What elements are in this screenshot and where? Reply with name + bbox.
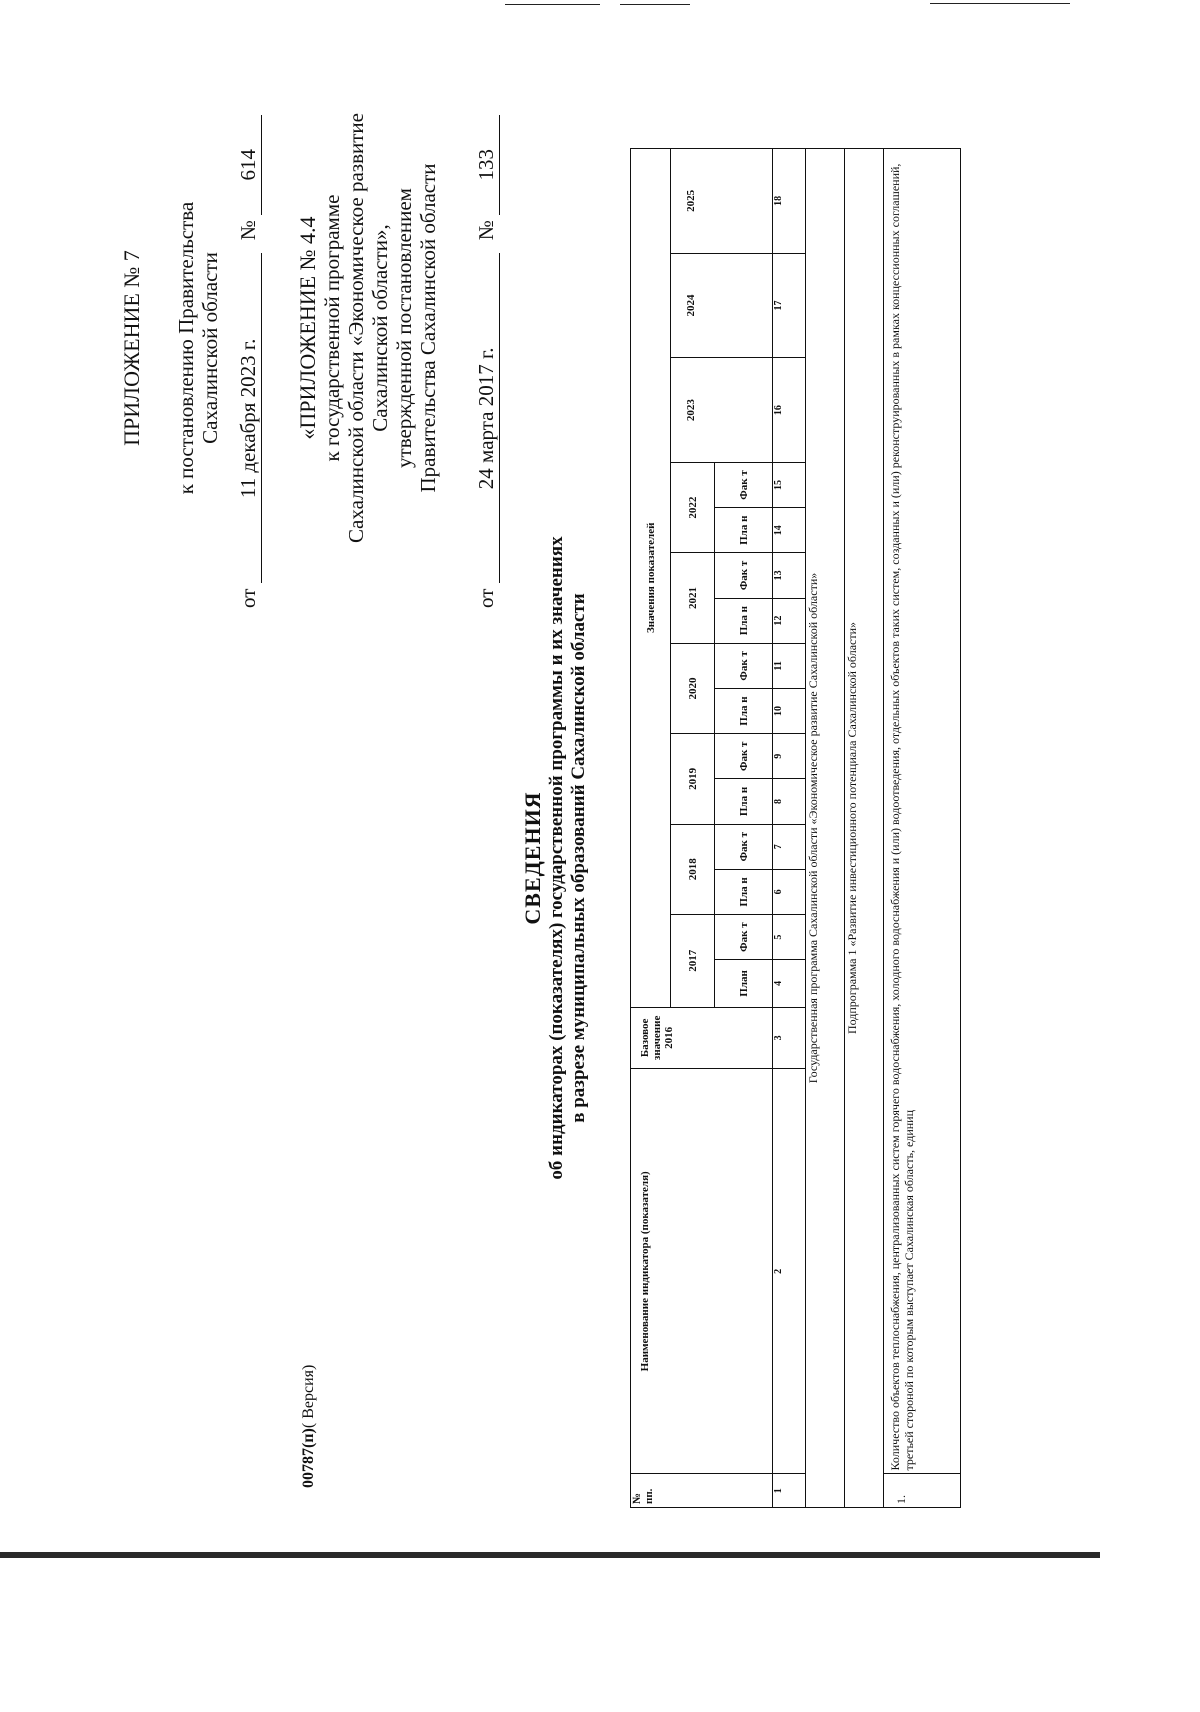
prev-appendix-line: к государственной программе [320, 194, 344, 462]
prev-appendix-block [296, 98, 440, 558]
fact-2021: Фак т [715, 553, 773, 598]
prev-appendix-number: 133 [474, 115, 500, 215]
subprogram-row: Подпрограмма 1 «Развитие инвестиционного потенциала Сахалинской области» [845, 149, 884, 1508]
plan-2021: Пла н [715, 598, 773, 643]
plan-2019: Пла н [715, 779, 773, 824]
code-number: 00787(п) [300, 1428, 317, 1488]
col-number: 17 [773, 253, 806, 358]
appendix-line: Сахалинской области [198, 252, 222, 444]
document-code [300, 1365, 318, 1488]
fact-2019: Фак т [715, 734, 773, 779]
date-prefix: от [236, 588, 260, 608]
plan-2022: Пла н [715, 508, 773, 553]
fact-2017: Фак т [715, 914, 773, 959]
plan-2018: Пла н [715, 869, 773, 914]
fact-2018: Фак т [715, 824, 773, 869]
year-2017: 2017 [671, 914, 715, 1007]
date-prefix: от [474, 588, 498, 608]
plan-2017: План [715, 960, 773, 1007]
table-row [884, 149, 961, 1508]
fact-2022: Фак т [715, 462, 773, 507]
col-number: 8 [773, 779, 806, 824]
year-2024: 2024 [671, 253, 773, 358]
heading-subtitle: в разрезе муниципальных образований Сахалинской области [568, 593, 589, 1123]
year-2025: 2025 [671, 149, 773, 254]
header-name: Наименование индикатора (показателя) [631, 1069, 773, 1474]
prev-appendix-date: 24 марта 2017 г. [474, 253, 500, 583]
col-number: 1 [773, 1474, 806, 1508]
appendix-block [120, 138, 222, 558]
appendix-number: 614 [236, 115, 262, 215]
heading-subtitle: об индикаторах (показателях) государственной программы и их значениях [546, 536, 567, 1180]
code-version: ( Версия) [300, 1364, 317, 1429]
plan-2020: Пла н [715, 688, 773, 733]
prev-appendix-line: Сахалинской области», [368, 224, 392, 432]
header-values: Значения показателей [631, 149, 671, 1008]
year-2021: 2021 [671, 553, 715, 643]
document-heading [520, 408, 590, 1308]
program-row: Государственная программа Сахалинской области «Экономическое развитие Сахалинской области» [806, 149, 845, 1508]
prev-appendix-line: Сахалинской области «Экономическое развитие [344, 113, 368, 543]
header-base-value: Базовое значение 2016 [631, 1007, 773, 1069]
col-number: 12 [773, 598, 806, 643]
appendix-title: ПРИЛОЖЕНИЕ № 7 [119, 250, 144, 446]
fact-2020: Фак т [715, 643, 773, 688]
col-number: 9 [773, 734, 806, 779]
heading-title: СВЕДЕНИЯ [520, 791, 545, 925]
number-sign: № [236, 220, 260, 241]
prev-appendix-date-row [474, 115, 500, 608]
col-number: 16 [773, 358, 806, 463]
year-2022: 2022 [671, 462, 715, 552]
col-number: 6 [773, 869, 806, 914]
col-number: 3 [773, 1007, 806, 1069]
prev-appendix-title: «ПРИЛОЖЕНИЕ № 4.4 [295, 216, 320, 440]
appendix-line: к постановлению Правительства [174, 201, 198, 495]
col-number: 13 [773, 553, 806, 598]
row-number: 1. [884, 1474, 961, 1508]
number-sign: № [474, 220, 498, 241]
col-number: 4 [773, 960, 806, 1007]
col-number: 5 [773, 914, 806, 959]
col-number: 11 [773, 643, 806, 688]
col-number: 14 [773, 508, 806, 553]
indicators-table [630, 148, 961, 1508]
prev-appendix-line: Правительства Сахалинской области [416, 163, 440, 493]
year-2018: 2018 [671, 824, 715, 914]
col-number: 15 [773, 462, 806, 507]
row-indicator-name: Количество объектов теплоснабжения, централизованных систем горячего водоснабжения, холодного водоснабжения и (или) водоотведения, отдельных объектов таких систем, созданных и (или) реконструированных в рамках концессионных соглашений, третьей стороной по которым выступает Сахалинская область, единиц [884, 149, 961, 1475]
year-2023: 2023 [671, 358, 773, 463]
col-number: 10 [773, 688, 806, 733]
appendix-date: 11 декабря 2023 г. [236, 253, 262, 583]
col-number: 18 [773, 149, 806, 254]
year-2020: 2020 [671, 643, 715, 733]
header-num: № пп. [631, 1474, 773, 1508]
year-2019: 2019 [671, 734, 715, 824]
col-number: 7 [773, 824, 806, 869]
appendix-date-row [236, 115, 262, 608]
prev-appendix-line: утвержденной постановлением [392, 188, 416, 468]
col-number: 2 [773, 1069, 806, 1474]
